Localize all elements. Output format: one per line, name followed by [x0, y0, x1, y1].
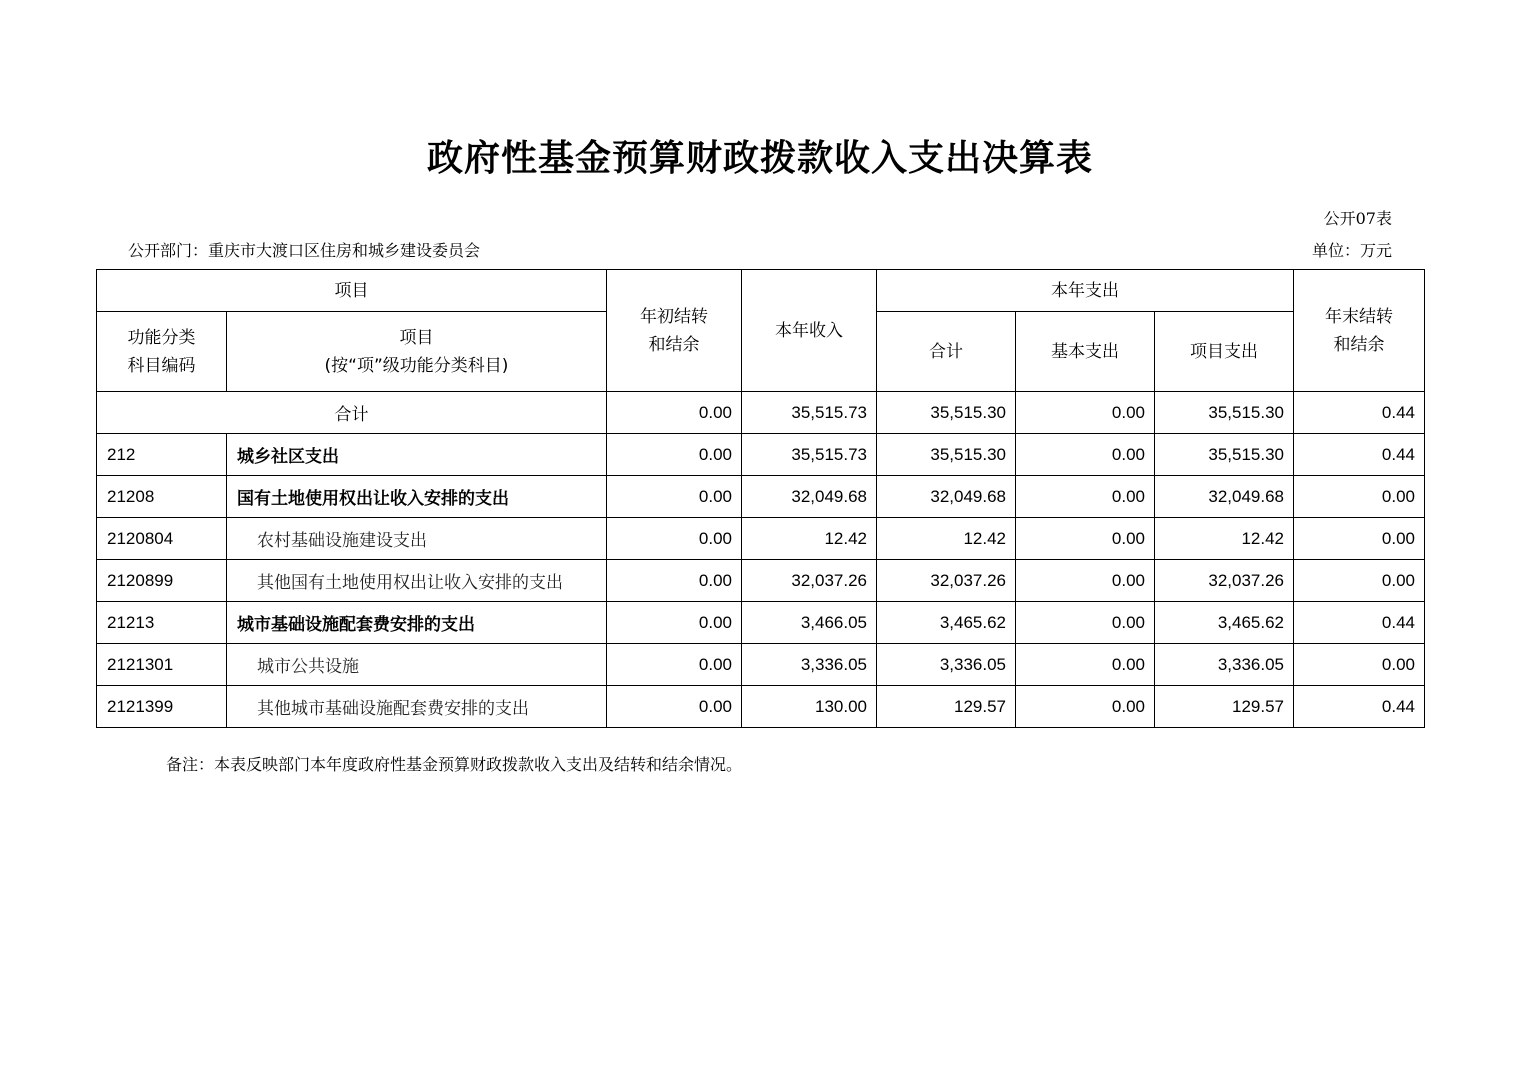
table-row — [97, 560, 1425, 602]
row-exp-project: 129.57 — [1155, 686, 1294, 728]
row-code: 212 — [97, 434, 227, 476]
row-end: 0.44 — [1294, 686, 1425, 728]
total-exp-basic: 0.00 — [1016, 392, 1155, 434]
header-exp-project: 项目支出 — [1155, 312, 1294, 392]
row-name: 城市公共设施 — [227, 644, 607, 686]
budget-table — [96, 269, 1425, 728]
row-name: 农村基础设施建设支出 — [227, 518, 607, 560]
row-exp-total: 3,336.05 — [877, 644, 1016, 686]
department-label: 公开部门：重庆市大渡口区住房和城乡建设委员会 — [128, 241, 481, 260]
row-name: 城乡社区支出 — [227, 434, 607, 476]
header-end-balance: 年末结转 和结余 — [1294, 270, 1425, 392]
row-income: 3,466.05 — [742, 602, 877, 644]
header-project-group: 项目 — [97, 270, 607, 312]
row-name: 其他国有土地使用权出让收入安排的支出 — [227, 560, 607, 602]
row-code: 2120804 — [97, 518, 227, 560]
row-exp-project: 3,465.62 — [1155, 602, 1294, 644]
row-income: 32,049.68 — [742, 476, 877, 518]
row-begin: 0.00 — [607, 434, 742, 476]
header-begin-balance: 年初结转 和结余 — [607, 270, 742, 392]
row-end: 0.44 — [1294, 602, 1425, 644]
row-code: 21208 — [97, 476, 227, 518]
row-exp-total: 129.57 — [877, 686, 1016, 728]
row-exp-basic: 0.00 — [1016, 560, 1155, 602]
total-row — [97, 392, 1425, 434]
row-exp-total: 3,465.62 — [877, 602, 1016, 644]
total-income: 35,515.73 — [742, 392, 877, 434]
total-exp-total: 35,515.30 — [877, 392, 1016, 434]
row-name: 国有土地使用权出让收入安排的支出 — [227, 476, 607, 518]
row-begin: 0.00 — [607, 602, 742, 644]
row-exp-project: 12.42 — [1155, 518, 1294, 560]
form-number: 公开07表 — [1323, 209, 1392, 228]
row-exp-basic: 0.00 — [1016, 644, 1155, 686]
row-exp-project: 32,049.68 — [1155, 476, 1294, 518]
row-begin: 0.00 — [607, 560, 742, 602]
row-income: 3,336.05 — [742, 644, 877, 686]
row-end: 0.44 — [1294, 434, 1425, 476]
total-exp-project: 35,515.30 — [1155, 392, 1294, 434]
row-name: 城市基础设施配套费安排的支出 — [227, 602, 607, 644]
unit-label: 单位：万元 — [1311, 241, 1392, 260]
total-label: 合计 — [97, 392, 607, 434]
row-exp-basic: 0.00 — [1016, 686, 1155, 728]
row-begin: 0.00 — [607, 518, 742, 560]
row-exp-basic: 0.00 — [1016, 602, 1155, 644]
row-name: 其他城市基础设施配套费安排的支出 — [227, 686, 607, 728]
table-row — [97, 434, 1425, 476]
table-row — [97, 686, 1425, 728]
row-code: 2120899 — [97, 560, 227, 602]
header-expense-group: 本年支出 — [877, 270, 1294, 312]
row-income: 32,037.26 — [742, 560, 877, 602]
header-income: 本年收入 — [742, 270, 877, 392]
row-code: 2121301 — [97, 644, 227, 686]
row-code: 2121399 — [97, 686, 227, 728]
page-title: 政府性基金预算财政拨款收入支出决算表 — [426, 138, 1093, 179]
row-end: 0.00 — [1294, 518, 1425, 560]
row-exp-total: 32,037.26 — [877, 560, 1016, 602]
row-exp-total: 12.42 — [877, 518, 1016, 560]
row-exp-total: 32,049.68 — [877, 476, 1016, 518]
total-begin: 0.00 — [607, 392, 742, 434]
row-code: 21213 — [97, 602, 227, 644]
row-end: 0.00 — [1294, 476, 1425, 518]
row-income: 12.42 — [742, 518, 877, 560]
table-row — [97, 644, 1425, 686]
header-item: 项目 (按“项”级功能分类科目) — [227, 312, 607, 392]
row-exp-project: 35,515.30 — [1155, 434, 1294, 476]
row-exp-basic: 0.00 — [1016, 518, 1155, 560]
header-func-code: 功能分类 科目编码 — [97, 312, 227, 392]
row-begin: 0.00 — [607, 476, 742, 518]
row-begin: 0.00 — [607, 644, 742, 686]
table-row — [97, 518, 1425, 560]
row-begin: 0.00 — [607, 686, 742, 728]
row-exp-total: 35,515.30 — [877, 434, 1016, 476]
header-exp-basic: 基本支出 — [1016, 312, 1155, 392]
row-income: 130.00 — [742, 686, 877, 728]
header-exp-total: 合计 — [877, 312, 1016, 392]
row-exp-basic: 0.00 — [1016, 434, 1155, 476]
total-end: 0.44 — [1294, 392, 1425, 434]
row-exp-basic: 0.00 — [1016, 476, 1155, 518]
row-exp-project: 32,037.26 — [1155, 560, 1294, 602]
row-end: 0.00 — [1294, 560, 1425, 602]
table-row — [97, 602, 1425, 644]
row-end: 0.00 — [1294, 644, 1425, 686]
table-row — [97, 476, 1425, 518]
row-income: 35,515.73 — [742, 434, 877, 476]
row-exp-project: 3,336.05 — [1155, 644, 1294, 686]
footnote: 备注：本表反映部门本年度政府性基金预算财政拨款收入支出及结转和结余情况。 — [166, 755, 743, 774]
